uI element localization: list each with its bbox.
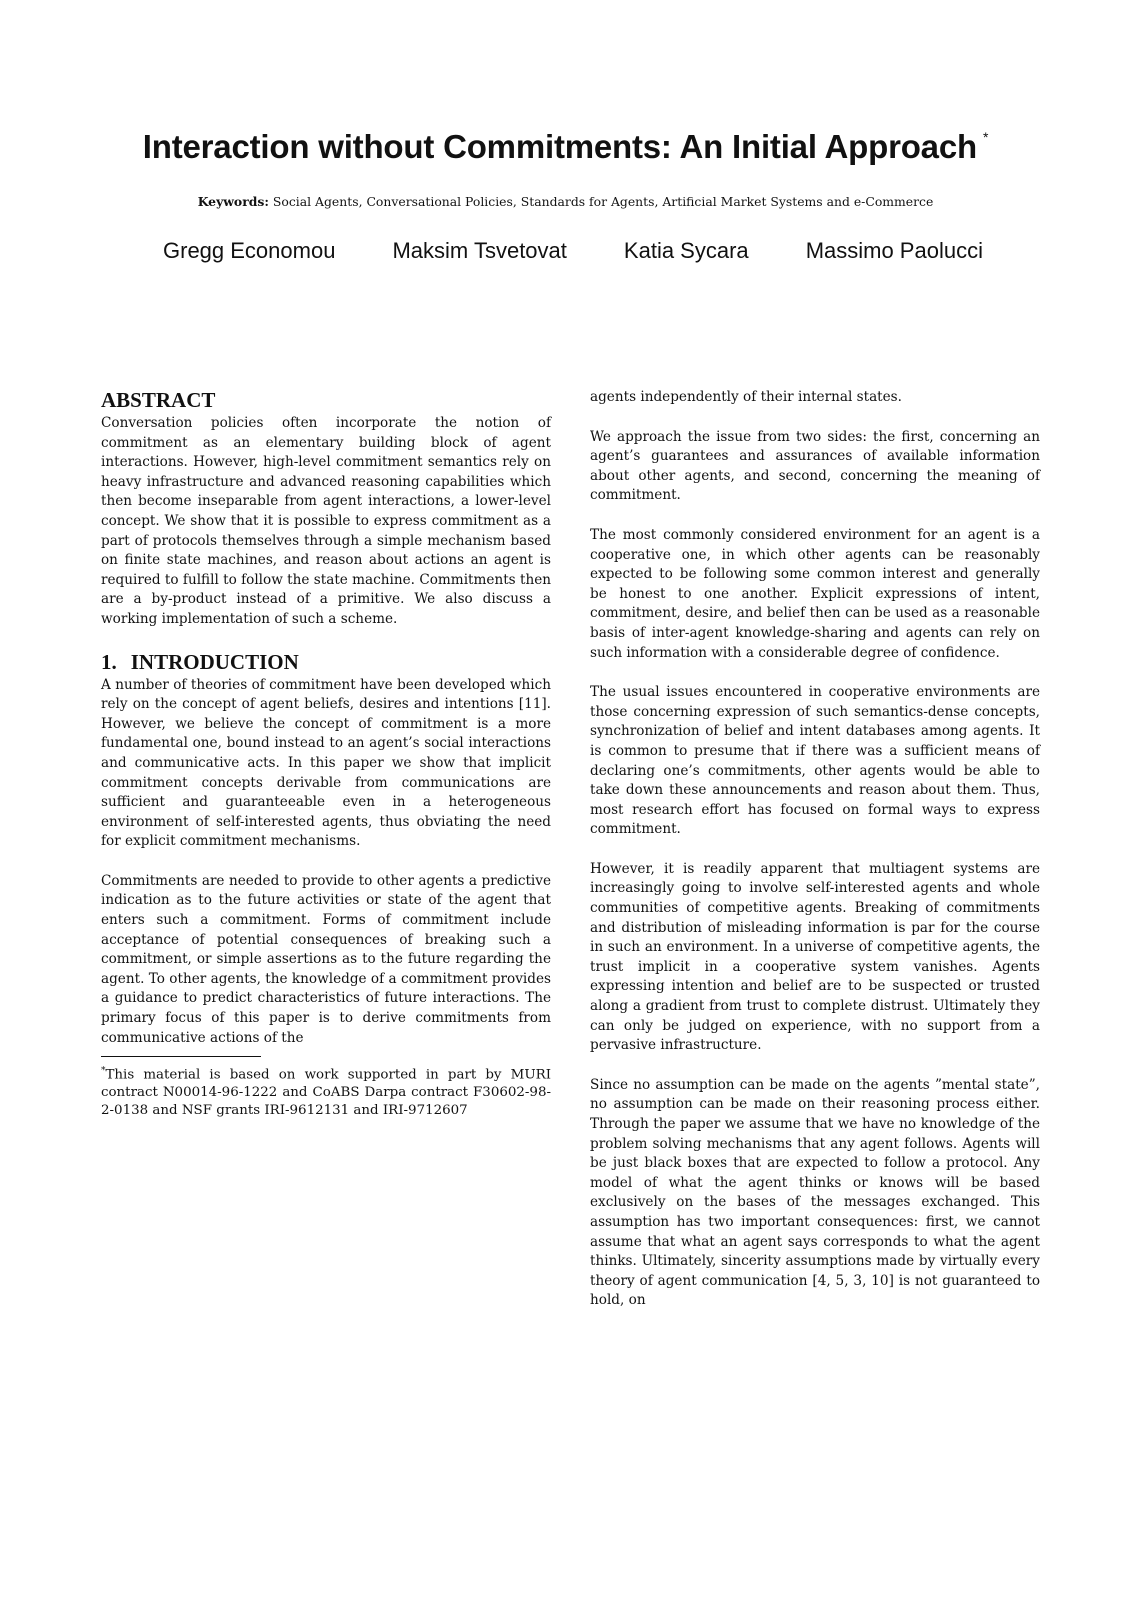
body-paragraph: Since no assumption can be made on the agents ”mental state”, no assumption can be made on their reasoning process either. Through the paper we assume that we have no knowledge of the problem solving mechanisms that any agent follows. Agents will be just black boxes that are expected to follow a protocol. Any model of what the agent thinks or knows will be based exclusively on the bases of the messages exchanged. This assumption has two important consequences: first, we cannot assume that what an agent says corresponds to what the agent thinks. Ultimately, sincerity assumptions made by virtually every theory of agent communication [4, 5, 3, 10] is not guaranteed to hold, on <box>590 1076 1040 1309</box>
author-list <box>163 238 983 264</box>
keywords-label: Keywords: <box>197 194 269 209</box>
abstract-heading: ABSTRACT <box>101 388 216 412</box>
section-title: INTRODUCTION <box>130 649 299 674</box>
section-number: 1. <box>101 649 117 674</box>
body-paragraph: However, it is readily apparent that multiagent systems are increasingly going to involve self-interested agents and whole communities of competitive agents. Breaking of commitments and distribution of misleading information is par for the course in such an environment. In a universe of competitive agents, the trust implicit in a cooperative system vanishes. Agents expressing intention and belief are to be suspected or trusted along a gradient from trust to complete distrust. Ultimately they can only be judged on experience, with no support from a pervasive infrastructure. <box>590 860 1040 1054</box>
title-footnote-mark: * <box>982 129 989 145</box>
body-paragraph: Commitments are needed to provide to other agents a predictive indication as to the future activities or state of the agent that enters such a commitment. Forms of commitment include acceptance of potential consequences of breaking such a commitment, or simple assertions as to the future regarding the agent. To other agents, the knowledge of a commitment provides a guidance to predict characteristics of future interactions. The primary focus of this paper is to derive commitments from communicative actions of the <box>101 872 551 1046</box>
footnote <box>101 1063 551 1119</box>
author-name: Massimo Paolucci <box>805 238 983 263</box>
footnote-text: This material is based on work supported in part by MURI contract N00014-96-1222 and CoABS Darpa contract F30602-98-2-0138 and NSF grants IRI-9612131 and IRI-9712607 <box>101 1067 551 1118</box>
author-name: Katia Sycara <box>623 238 749 263</box>
footnote-divider <box>101 1056 261 1057</box>
body-paragraph: agents independently of their internal states. <box>590 389 902 405</box>
author-name: Maksim Tsvetovat <box>392 238 567 263</box>
keywords-text: Social Agents, Conversational Policies, Standards for Agents, Artificial Market Systems and e-Commerce <box>272 194 934 209</box>
right-column <box>590 388 1040 1331</box>
body-paragraph: A number of theories of commitment have been developed which rely on the concept of agent beliefs, desires and intentions [11]. However, we believe the concept of commitment is a more fundamental one, bound instead to an agent’s social interactions and communicative acts. In this paper we show that implicit commitment concepts derivable from communications are sufficient and guaranteeable even in a heterogeneous environment of self-interested agents, thus obviating the need for explicit commitment mechanisms. <box>101 676 551 850</box>
introduction-heading <box>101 650 551 674</box>
author-name: Gregg Economou <box>163 238 336 263</box>
keywords-line <box>0 194 1131 209</box>
body-paragraph: The most commonly considered environment for an agent is a cooperative one, in which other agents can be reasonably expected to be following some common interest and generally be honest to one another. Explicit expressions of intent, commitment, desire, and belief then can be used as a reasonable basis of inter-agent knowledge-sharing and agents can rely on such information with a considerable degree of confidence. <box>590 526 1040 661</box>
footnote-mark: * <box>101 1066 106 1077</box>
body-paragraph: The usual issues encountered in cooperative environments are those concerning expression of such semantics-dense concepts, synchronization of belief and intent databases among agents. It is common to presume that if there was a sufficient means of declaring one’s commitments, other agents would be able to take down these announcements and reason about them. Thus, most research effort has focused on formal ways to express commitment. <box>590 684 1040 838</box>
abstract-text: Conversation policies often incorporate the notion of commitment as an elementary building block of agent interactions. However, high-level commitment semantics rely on heavy infrastructure and advanced reasoning capabilities which then become inseparable from agent interactions, a lower-level concept. We show that it is possible to express commitment as a part of protocols themselves through a simple mechanism based on finite state machines, and reason about actions an agent is required to fulfill to follow the state machine. Commitments then are a by-product instead of a primitive. We also discuss a working implementation of such a scheme. <box>101 415 551 627</box>
left-column <box>101 388 551 1139</box>
paper-title-text: Interaction without Commitments: An Initial Approach <box>142 128 977 165</box>
body-paragraph: We approach the issue from two sides: the first, concerning an agent’s guarantees and assurances of available information about other agents, and second, concerning the meaning of commitment. <box>590 428 1040 504</box>
paper-title <box>0 128 1131 166</box>
